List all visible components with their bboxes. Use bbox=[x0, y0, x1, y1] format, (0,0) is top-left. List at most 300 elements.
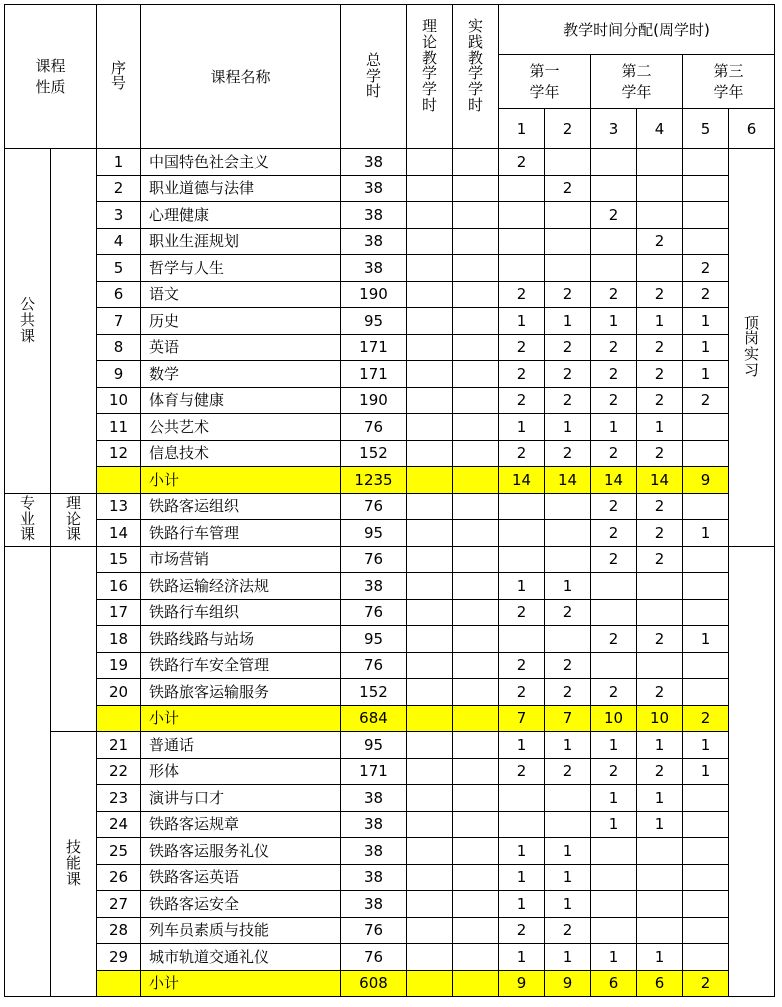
course-practice-hours bbox=[453, 334, 499, 361]
course-name: 职业道德与法律 bbox=[141, 175, 341, 202]
course-semester-3 bbox=[591, 599, 637, 626]
course-total-hours: 38 bbox=[341, 891, 407, 918]
header-year-3: 第三 学年 bbox=[683, 55, 775, 109]
course-semester-4: 2 bbox=[637, 626, 683, 653]
course-semester-3 bbox=[591, 864, 637, 891]
course-semester-5: 1 bbox=[683, 758, 729, 785]
course-name: 铁路行车组织 bbox=[141, 599, 341, 626]
course-semester-3 bbox=[591, 652, 637, 679]
course-theory-hours bbox=[407, 785, 453, 812]
course-semester-5: 2 bbox=[683, 281, 729, 308]
course-name: 体育与健康 bbox=[141, 387, 341, 414]
course-total-hours: 38 bbox=[341, 573, 407, 600]
course-seq: 9 bbox=[97, 361, 141, 388]
course-practice-hours bbox=[453, 361, 499, 388]
course-semester-2 bbox=[545, 785, 591, 812]
course-semester-1: 2 bbox=[499, 599, 545, 626]
course-seq: 23 bbox=[97, 785, 141, 812]
course-name: 职业生涯规划 bbox=[141, 228, 341, 255]
course-semester-3: 2 bbox=[591, 758, 637, 785]
course-practice-hours bbox=[453, 679, 499, 706]
header-semester-6: 6 bbox=[729, 109, 775, 149]
course-practice-hours bbox=[453, 758, 499, 785]
course-seq: 17 bbox=[97, 599, 141, 626]
course-total-hours: 95 bbox=[341, 626, 407, 653]
course-semester-2: 2 bbox=[545, 599, 591, 626]
course-semester-4: 2 bbox=[637, 493, 683, 520]
course-practice-hours bbox=[453, 228, 499, 255]
header-year-2: 第二 学年 bbox=[591, 55, 683, 109]
course-seq: 20 bbox=[97, 679, 141, 706]
table-row bbox=[5, 255, 775, 282]
table-row bbox=[5, 202, 775, 229]
subcategory-theory: 理论课 bbox=[51, 493, 97, 546]
course-semester-5: 1 bbox=[683, 732, 729, 759]
subtotal-practice-hours bbox=[453, 467, 499, 494]
course-semester-5 bbox=[683, 917, 729, 944]
course-semester-5 bbox=[683, 599, 729, 626]
course-semester-5: 1 bbox=[683, 520, 729, 547]
course-semester-3: 2 bbox=[591, 281, 637, 308]
course-theory-hours bbox=[407, 202, 453, 229]
course-name: 铁路旅客运输服务 bbox=[141, 679, 341, 706]
header-semester-2: 2 bbox=[545, 109, 591, 149]
course-practice-hours bbox=[453, 864, 499, 891]
course-name: 城市轨道交通礼仪 bbox=[141, 944, 341, 971]
course-total-hours: 152 bbox=[341, 679, 407, 706]
course-theory-hours bbox=[407, 679, 453, 706]
course-semester-2: 2 bbox=[545, 652, 591, 679]
course-practice-hours bbox=[453, 917, 499, 944]
subtotal-theory-hours bbox=[407, 970, 453, 997]
course-name: 心理健康 bbox=[141, 202, 341, 229]
course-semester-3: 1 bbox=[591, 811, 637, 838]
course-semester-1: 2 bbox=[499, 149, 545, 176]
subtotal-row bbox=[5, 467, 775, 494]
course-semester-5 bbox=[683, 440, 729, 467]
course-semester-5 bbox=[683, 679, 729, 706]
course-seq: 3 bbox=[97, 202, 141, 229]
header-semester-4: 4 bbox=[637, 109, 683, 149]
table-row bbox=[5, 414, 775, 441]
table-row bbox=[5, 785, 775, 812]
table-row bbox=[5, 493, 775, 520]
table-row bbox=[5, 758, 775, 785]
course-theory-hours bbox=[407, 440, 453, 467]
internship-cell: 顶岗实习 bbox=[729, 149, 775, 547]
course-seq: 2 bbox=[97, 175, 141, 202]
course-practice-hours bbox=[453, 255, 499, 282]
course-total-hours: 76 bbox=[341, 493, 407, 520]
course-theory-hours bbox=[407, 149, 453, 176]
table-row bbox=[5, 281, 775, 308]
subtotal-theory-hours bbox=[407, 467, 453, 494]
course-name: 铁路行车安全管理 bbox=[141, 652, 341, 679]
course-seq: 14 bbox=[97, 520, 141, 547]
subtotal-semester-4: 6 bbox=[637, 970, 683, 997]
course-semester-2: 1 bbox=[545, 308, 591, 335]
course-semester-4: 2 bbox=[637, 440, 683, 467]
course-semester-4 bbox=[637, 891, 683, 918]
course-seq: 4 bbox=[97, 228, 141, 255]
course-seq: 21 bbox=[97, 732, 141, 759]
course-name: 公共艺术 bbox=[141, 414, 341, 441]
course-theory-hours bbox=[407, 334, 453, 361]
course-theory-hours bbox=[407, 917, 453, 944]
course-practice-hours bbox=[453, 493, 499, 520]
course-seq: 1 bbox=[97, 149, 141, 176]
table-row bbox=[5, 520, 775, 547]
subtotal-semester-5: 2 bbox=[683, 970, 729, 997]
course-semester-4: 2 bbox=[637, 281, 683, 308]
course-practice-hours bbox=[453, 149, 499, 176]
subtotal-total-hours: 608 bbox=[341, 970, 407, 997]
header-theory-hours: 理论教学学时 bbox=[407, 5, 453, 149]
course-theory-hours bbox=[407, 573, 453, 600]
course-semester-1: 1 bbox=[499, 944, 545, 971]
course-semester-1: 2 bbox=[499, 917, 545, 944]
course-seq: 19 bbox=[97, 652, 141, 679]
table-row bbox=[5, 149, 775, 176]
course-semester-2 bbox=[545, 202, 591, 229]
course-semester-3: 2 bbox=[591, 334, 637, 361]
course-semester-4: 2 bbox=[637, 679, 683, 706]
course-total-hours: 38 bbox=[341, 175, 407, 202]
course-semester-1: 2 bbox=[499, 281, 545, 308]
header-allocation: 教学时间分配(周学时) bbox=[499, 5, 775, 55]
course-practice-hours bbox=[453, 414, 499, 441]
course-total-hours: 38 bbox=[341, 811, 407, 838]
course-semester-2 bbox=[545, 811, 591, 838]
course-semester-3 bbox=[591, 838, 637, 865]
table-row bbox=[5, 228, 775, 255]
course-semester-5 bbox=[683, 546, 729, 573]
course-name: 铁路线路与站场 bbox=[141, 626, 341, 653]
course-total-hours: 95 bbox=[341, 308, 407, 335]
header-seq: 序号 bbox=[97, 5, 141, 149]
course-semester-1 bbox=[499, 493, 545, 520]
course-name: 市场营销 bbox=[141, 546, 341, 573]
subtotal-practice-hours bbox=[453, 705, 499, 732]
course-name: 数学 bbox=[141, 361, 341, 388]
course-semester-3: 2 bbox=[591, 202, 637, 229]
course-semester-3 bbox=[591, 917, 637, 944]
subcategory-theory-continued bbox=[51, 546, 97, 732]
course-semester-3: 1 bbox=[591, 414, 637, 441]
course-semester-2: 2 bbox=[545, 175, 591, 202]
course-seq: 25 bbox=[97, 838, 141, 865]
course-semester-5: 2 bbox=[683, 255, 729, 282]
course-total-hours: 95 bbox=[341, 732, 407, 759]
course-semester-1: 2 bbox=[499, 334, 545, 361]
course-seq: 27 bbox=[97, 891, 141, 918]
course-semester-2 bbox=[545, 520, 591, 547]
course-semester-5 bbox=[683, 414, 729, 441]
subtotal-label: 小计 bbox=[141, 705, 341, 732]
course-total-hours: 38 bbox=[341, 149, 407, 176]
course-semester-3: 2 bbox=[591, 679, 637, 706]
course-semester-4 bbox=[637, 599, 683, 626]
course-semester-5 bbox=[683, 838, 729, 865]
course-practice-hours bbox=[453, 944, 499, 971]
course-total-hours: 171 bbox=[341, 361, 407, 388]
course-name: 语文 bbox=[141, 281, 341, 308]
table-row bbox=[5, 361, 775, 388]
course-semester-4: 1 bbox=[637, 811, 683, 838]
course-semester-4: 1 bbox=[637, 785, 683, 812]
course-practice-hours bbox=[453, 440, 499, 467]
course-theory-hours bbox=[407, 546, 453, 573]
course-seq: 29 bbox=[97, 944, 141, 971]
course-semester-5: 1 bbox=[683, 308, 729, 335]
subtotal-semester-4: 14 bbox=[637, 467, 683, 494]
course-name: 铁路行车管理 bbox=[141, 520, 341, 547]
course-semester-1: 1 bbox=[499, 891, 545, 918]
header-semester-3: 3 bbox=[591, 109, 637, 149]
course-semester-2 bbox=[545, 228, 591, 255]
table-row bbox=[5, 387, 775, 414]
course-semester-4 bbox=[637, 838, 683, 865]
subcategory-public-blank bbox=[51, 149, 97, 494]
course-semester-4 bbox=[637, 175, 683, 202]
subtotal-row bbox=[5, 705, 775, 732]
course-theory-hours bbox=[407, 811, 453, 838]
course-practice-hours bbox=[453, 811, 499, 838]
course-total-hours: 190 bbox=[341, 387, 407, 414]
course-name: 中国特色社会主义 bbox=[141, 149, 341, 176]
course-semester-1: 2 bbox=[499, 679, 545, 706]
table-row bbox=[5, 917, 775, 944]
subtotal-seq bbox=[97, 705, 141, 732]
subtotal-row bbox=[5, 970, 775, 997]
course-name: 哲学与人生 bbox=[141, 255, 341, 282]
course-practice-hours bbox=[453, 732, 499, 759]
course-name: 普通话 bbox=[141, 732, 341, 759]
course-semester-4 bbox=[637, 202, 683, 229]
course-total-hours: 38 bbox=[341, 838, 407, 865]
course-practice-hours bbox=[453, 891, 499, 918]
table-row bbox=[5, 599, 775, 626]
course-semester-2: 1 bbox=[545, 891, 591, 918]
course-practice-hours bbox=[453, 838, 499, 865]
course-theory-hours bbox=[407, 308, 453, 335]
course-semester-2 bbox=[545, 493, 591, 520]
course-semester-5 bbox=[683, 652, 729, 679]
course-semester-1: 1 bbox=[499, 838, 545, 865]
course-name: 铁路客运组织 bbox=[141, 493, 341, 520]
course-total-hours: 76 bbox=[341, 652, 407, 679]
subtotal-semester-1: 7 bbox=[499, 705, 545, 732]
course-semester-4: 1 bbox=[637, 944, 683, 971]
course-semester-2: 1 bbox=[545, 864, 591, 891]
course-semester-4: 1 bbox=[637, 414, 683, 441]
course-seq: 18 bbox=[97, 626, 141, 653]
subtotal-seq bbox=[97, 467, 141, 494]
course-semester-2: 2 bbox=[545, 361, 591, 388]
course-total-hours: 190 bbox=[341, 281, 407, 308]
course-total-hours: 76 bbox=[341, 546, 407, 573]
course-semester-4: 2 bbox=[637, 228, 683, 255]
subtotal-semester-2: 7 bbox=[545, 705, 591, 732]
course-theory-hours bbox=[407, 652, 453, 679]
course-semester-5 bbox=[683, 944, 729, 971]
course-name: 列车员素质与技能 bbox=[141, 917, 341, 944]
course-seq: 13 bbox=[97, 493, 141, 520]
course-theory-hours bbox=[407, 838, 453, 865]
course-semester-5 bbox=[683, 493, 729, 520]
category-professional-continued bbox=[5, 546, 51, 997]
course-theory-hours bbox=[407, 281, 453, 308]
course-theory-hours bbox=[407, 732, 453, 759]
course-semester-2: 1 bbox=[545, 573, 591, 600]
course-semester-1 bbox=[499, 520, 545, 547]
subtotal-semester-3: 14 bbox=[591, 467, 637, 494]
course-semester-3: 1 bbox=[591, 308, 637, 335]
course-practice-hours bbox=[453, 308, 499, 335]
course-semester-4: 1 bbox=[637, 732, 683, 759]
subtotal-semester-2: 9 bbox=[545, 970, 591, 997]
course-seq: 7 bbox=[97, 308, 141, 335]
course-semester-4 bbox=[637, 573, 683, 600]
header-semester-5: 5 bbox=[683, 109, 729, 149]
course-total-hours: 38 bbox=[341, 785, 407, 812]
course-practice-hours bbox=[453, 626, 499, 653]
course-practice-hours bbox=[453, 599, 499, 626]
course-seq: 24 bbox=[97, 811, 141, 838]
course-semester-3 bbox=[591, 255, 637, 282]
course-semester-5 bbox=[683, 891, 729, 918]
course-seq: 22 bbox=[97, 758, 141, 785]
course-semester-3: 1 bbox=[591, 732, 637, 759]
course-semester-2: 2 bbox=[545, 679, 591, 706]
course-semester-5 bbox=[683, 149, 729, 176]
course-name: 铁路客运规章 bbox=[141, 811, 341, 838]
course-semester-1 bbox=[499, 785, 545, 812]
subtotal-total-hours: 1235 bbox=[341, 467, 407, 494]
course-total-hours: 76 bbox=[341, 599, 407, 626]
course-semester-1: 1 bbox=[499, 414, 545, 441]
course-seq: 28 bbox=[97, 917, 141, 944]
course-semester-1: 2 bbox=[499, 440, 545, 467]
subtotal-semester-5: 2 bbox=[683, 705, 729, 732]
course-semester-2: 2 bbox=[545, 334, 591, 361]
table-row bbox=[5, 732, 775, 759]
course-semester-4 bbox=[637, 917, 683, 944]
curriculum-table bbox=[4, 4, 775, 997]
course-semester-3: 1 bbox=[591, 944, 637, 971]
table-row bbox=[5, 652, 775, 679]
course-seq: 12 bbox=[97, 440, 141, 467]
course-practice-hours bbox=[453, 387, 499, 414]
course-semester-4: 2 bbox=[637, 361, 683, 388]
course-semester-3: 2 bbox=[591, 546, 637, 573]
course-semester-1: 2 bbox=[499, 387, 545, 414]
table-row bbox=[5, 334, 775, 361]
course-semester-2: 1 bbox=[545, 838, 591, 865]
course-semester-3 bbox=[591, 228, 637, 255]
header-course-nature: 课程 性质 bbox=[5, 5, 97, 149]
course-name: 铁路客运英语 bbox=[141, 864, 341, 891]
course-semester-3: 2 bbox=[591, 361, 637, 388]
course-semester-4: 2 bbox=[637, 334, 683, 361]
course-semester-2: 1 bbox=[545, 944, 591, 971]
subtotal-semester-2: 14 bbox=[545, 467, 591, 494]
course-semester-5: 1 bbox=[683, 361, 729, 388]
category-public: 公共课 bbox=[5, 149, 51, 494]
course-semester-3: 2 bbox=[591, 626, 637, 653]
course-theory-hours bbox=[407, 493, 453, 520]
course-total-hours: 76 bbox=[341, 917, 407, 944]
table-row bbox=[5, 440, 775, 467]
course-semester-4 bbox=[637, 864, 683, 891]
course-semester-5 bbox=[683, 811, 729, 838]
course-semester-5 bbox=[683, 228, 729, 255]
course-theory-hours bbox=[407, 520, 453, 547]
table-row bbox=[5, 573, 775, 600]
table-row bbox=[5, 864, 775, 891]
course-theory-hours bbox=[407, 414, 453, 441]
header-total-hours: 总学时 bbox=[341, 5, 407, 149]
course-semester-4 bbox=[637, 255, 683, 282]
course-theory-hours bbox=[407, 944, 453, 971]
course-practice-hours bbox=[453, 175, 499, 202]
course-name: 信息技术 bbox=[141, 440, 341, 467]
course-semester-5: 1 bbox=[683, 626, 729, 653]
course-total-hours: 38 bbox=[341, 255, 407, 282]
course-semester-2: 2 bbox=[545, 758, 591, 785]
course-theory-hours bbox=[407, 387, 453, 414]
course-semester-3: 2 bbox=[591, 387, 637, 414]
subtotal-semester-5: 9 bbox=[683, 467, 729, 494]
course-total-hours: 76 bbox=[341, 944, 407, 971]
course-semester-4: 2 bbox=[637, 520, 683, 547]
course-semester-2 bbox=[545, 149, 591, 176]
course-semester-3: 1 bbox=[591, 785, 637, 812]
course-practice-hours bbox=[453, 652, 499, 679]
course-theory-hours bbox=[407, 361, 453, 388]
table-row bbox=[5, 811, 775, 838]
subtotal-theory-hours bbox=[407, 705, 453, 732]
subcategory-skill: 技能课 bbox=[51, 732, 97, 997]
course-semester-3: 2 bbox=[591, 520, 637, 547]
course-semester-1 bbox=[499, 228, 545, 255]
course-semester-1 bbox=[499, 626, 545, 653]
course-semester-2: 1 bbox=[545, 414, 591, 441]
course-semester-1 bbox=[499, 811, 545, 838]
header-semester-1: 1 bbox=[499, 109, 545, 149]
course-semester-5 bbox=[683, 785, 729, 812]
course-seq: 8 bbox=[97, 334, 141, 361]
course-semester-5: 1 bbox=[683, 334, 729, 361]
course-seq: 10 bbox=[97, 387, 141, 414]
course-theory-hours bbox=[407, 599, 453, 626]
course-seq: 11 bbox=[97, 414, 141, 441]
course-practice-hours bbox=[453, 202, 499, 229]
course-total-hours: 76 bbox=[341, 414, 407, 441]
course-name: 英语 bbox=[141, 334, 341, 361]
table-row bbox=[5, 546, 775, 573]
course-semester-3: 2 bbox=[591, 440, 637, 467]
course-theory-hours bbox=[407, 891, 453, 918]
subtotal-label: 小计 bbox=[141, 467, 341, 494]
course-semester-2: 1 bbox=[545, 732, 591, 759]
course-theory-hours bbox=[407, 758, 453, 785]
course-total-hours: 152 bbox=[341, 440, 407, 467]
subtotal-semester-3: 6 bbox=[591, 970, 637, 997]
table-row bbox=[5, 626, 775, 653]
table-row bbox=[5, 679, 775, 706]
course-total-hours: 171 bbox=[341, 334, 407, 361]
